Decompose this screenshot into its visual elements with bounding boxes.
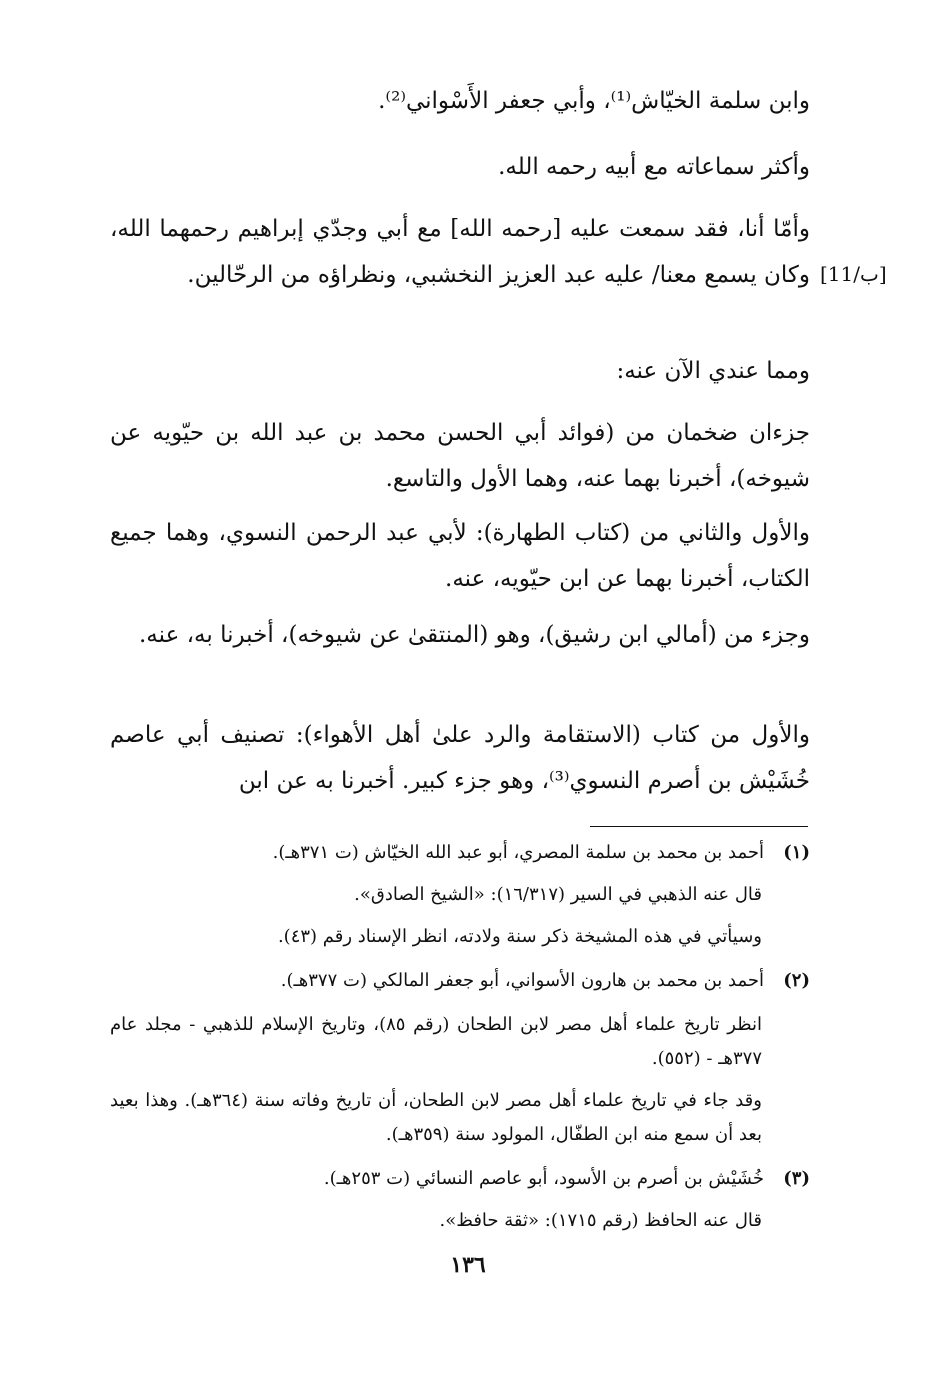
paragraph-3: وأمّا أنا، فقد سمعت عليه [رحمه الله] مع أبي وجدّي إبراهيم رحمهما الله، وكان يسمع معنا/ عليه عبد العزيز النخشبي، ونظراؤه من الرحّالين. <box>110 216 810 288</box>
footnote-1-line-3: وسيأتي في هذه المشيخة ذكر سنة ولادته، انظر الإسناد رقم (٤٣). <box>277 926 762 947</box>
footnote-1-line-2: قال عنه الذهبي في السير (١٦/٣١٧): «الشيخ الصادق». <box>354 884 762 905</box>
footnote-2-line-3: وقد جاء في تاريخ علماء أهل مصر لابن الطحان، أن تاريخ وفاته سنة (٣٦٤هـ). وهذا بعيد بعد أن سمع منه ابن الطفّال، المولود سنة (٣٥٩هـ). <box>110 1090 762 1145</box>
footnote-1-main: أحمد بن محمد بن سلمة المصري، أبو عبد الله الخيّاش (ت ٣٧١هـ). <box>272 842 764 863</box>
footnote-divider <box>590 826 808 827</box>
footnote-3-number: (٣) <box>783 1168 810 1189</box>
paragraph-2: وأكثر سماعاته مع أبيه رحمه الله. <box>498 154 810 180</box>
page-number: ١٣٦ <box>450 1252 486 1278</box>
footnote-3 <box>110 1162 810 1196</box>
footnote-3-line-2: قال عنه الحافظ (رقم ١٧١٥): «ثقة حافظ». <box>439 1210 762 1231</box>
paragraph-5: جزءان ضخمان من (فوائد أبي الحسن محمد بن عبد الله بن حيّويه عن شيوخه)، أخبرنا بهما عنه، وهما الأول والتاسع. <box>110 420 810 492</box>
paragraph-1: وابن سلمة الخيّاش⁽¹⁾، وأبي جعفر الأَسْواني⁽²⁾. <box>378 88 810 114</box>
footnote-1 <box>110 836 810 870</box>
paragraph-6: والأول والثاني من (كتاب الطهارة): لأبي عبد الرحمن النسوي، وهما جميع الكتاب، أخبرنا بهما عن ابن حيّويه، عنه. <box>110 520 810 592</box>
footnote-3-main: خُشَيْش بن أصرم بن الأسود، أبو عاصم النسائي (ت ٢٥٣هـ). <box>323 1168 764 1189</box>
margin-folio-reference: [11/ب] <box>820 262 887 286</box>
footnote-2-main: أحمد بن محمد بن هارون الأسواني، أبو جعفر المالكي (ت ٣٧٧هـ). <box>280 970 764 991</box>
paragraph-4: ومما عندي الآن عنه: <box>616 358 810 384</box>
footnote-2-number: (٢) <box>783 970 810 991</box>
paragraph-7: وجزء من (أمالي ابن رشيق)، وهو (المنتقىٰ عن شيوخه)، أخبرنا به، عنه. <box>139 622 810 648</box>
footnote-2 <box>110 964 810 998</box>
footnote-1-number: (١) <box>783 842 810 863</box>
footnote-2-line-2: انظر تاريخ علماء أهل مصر لابن الطحان (رقم ٨٥)، وتاريخ الإسلام للذهبي - مجلد عام ٣٧٧هـ - (٥٥٢). <box>110 1014 763 1069</box>
paragraph-8: والأول من كتاب (الاستقامة والرد علىٰ أهل الأهواء): تصنيف أبي عاصم خُشَيْش بن أصرم النسوي⁽³⁾، وهو جزء كبير. أخبرنا به عن ابن <box>110 722 810 794</box>
